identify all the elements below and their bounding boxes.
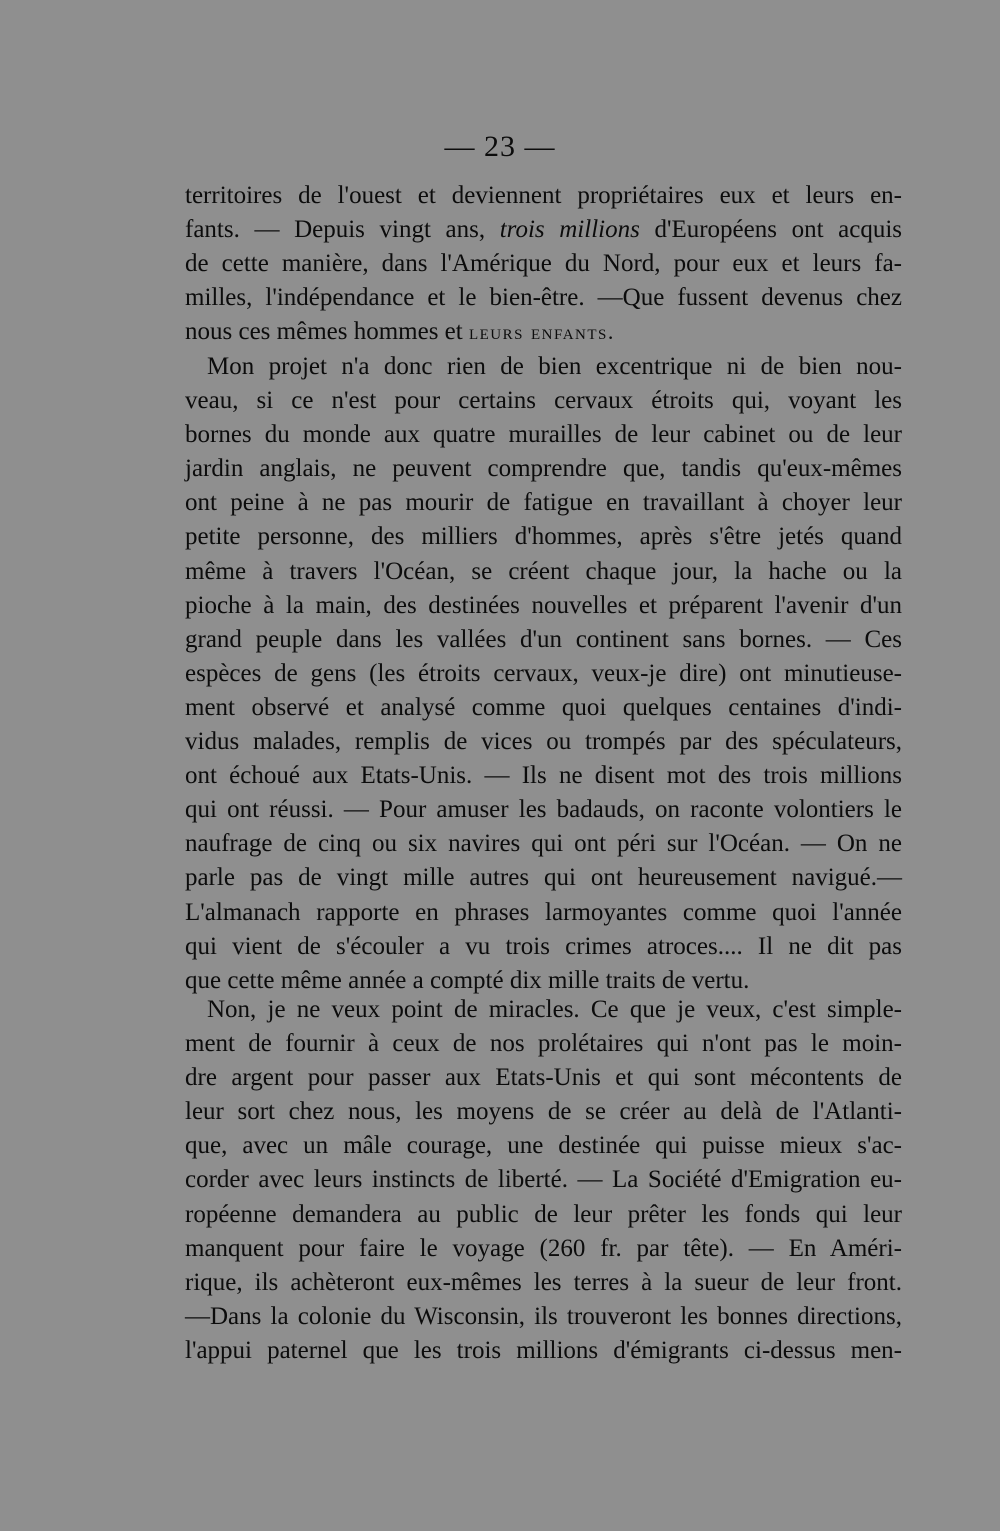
text-line-with-italic: fants. — Depuis vingt ans, trois millions d'Européens ont acquis	[185, 216, 903, 244]
text-line: leur sort chez nous, les moyens de se créer au delà de l'Atlanti-	[185, 1098, 902, 1126]
text-line: dre argent pour passer aux Etats-Unis et qui sont mécontents de	[185, 1064, 902, 1092]
text-line: que cette même année a compté dix mille traits de vertu.	[185, 966, 750, 994]
text-line: manquent pour faire le voyage (260 fr. par tête). — En Améri-	[185, 1234, 902, 1262]
text-line: bornes du monde aux quatre murailles de leur cabinet ou de leur	[185, 421, 902, 449]
text-line: veau, si ce n'est pour certains cervaux étroits qui, voyant les	[185, 387, 902, 415]
text-line: —Dans la colonie du Wisconsin, ils trouveront les bonnes directions,	[185, 1302, 902, 1330]
italic-emphasis: trois millions	[499, 216, 640, 244]
text-line: de cette manière, dans l'Amérique du Nord, pour eux et leurs fa-	[185, 250, 902, 278]
text-line: naufrage de cinq ou six navires qui ont péri sur l'Océan. — On ne	[185, 830, 902, 858]
text-line: qui vient de s'écouler a vu trois crimes atroces.... Il ne dit pas	[185, 932, 902, 960]
text-line: petite personne, des milliers d'hommes, après s'être jetés quand	[185, 523, 902, 551]
paragraph-1	[185, 179, 902, 349]
paragraph-3	[185, 993, 902, 1368]
text-line: ment de fournir à ceux de nos prolétaires qui n'ont pas le moin-	[185, 1030, 902, 1058]
text-line: espèces de gens (les étroits cervaux, veux-je dire) ont minutieuse-	[185, 659, 902, 687]
text-line-with-small-caps: nous ces mêmes hommes et leurs enfants.	[185, 318, 615, 346]
text-line: parle pas de vingt mille autres qui ont heureusement navigué.—	[185, 864, 902, 892]
text-line: l'appui paternel que les trois millions d'émigrants ci-dessus men-	[185, 1336, 902, 1364]
text-line: jardin anglais, ne peuvent comprendre que, tandis qu'eux-mêmes	[185, 455, 902, 483]
text-line: que, avec un mâle courage, une destinée qui puisse mieux s'ac-	[185, 1132, 902, 1160]
text-line: milles, l'indépendance et le bien-être. —Que fussent devenus chez	[185, 284, 902, 312]
text-line: L'almanach rapporte en phrases larmoyantes comme quoi l'année	[185, 898, 902, 926]
text-line: Mon projet n'a donc rien de bien excentrique ni de bien nou-	[207, 353, 902, 380]
text-line: qui ont réussi. — Pour amuser les badauds, on raconte volontiers le	[185, 796, 902, 824]
text-line: Non, je ne veux point de miracles. Ce que je veux, c'est simple-	[207, 996, 902, 1023]
text-line: ont peine à ne pas mourir de fatigue en travaillant à choyer leur	[185, 489, 902, 517]
text-line: ont échoué aux Etats-Unis. — Ils ne disent mot des trois millions	[185, 762, 902, 790]
text-line: grand peuple dans les vallées d'un continent sans bornes. — Ces	[185, 625, 902, 653]
text-line: ropéenne demandera au public de leur prêter les fonds qui leur	[185, 1200, 902, 1228]
text-line: corder avec leurs instincts de liberté. — La Société d'Emigration eu-	[185, 1166, 902, 1194]
text-line: ment observé et analysé comme quoi quelques centaines d'indi-	[185, 693, 902, 721]
text-line: même à travers l'Océan, se créent chaque jour, la hache ou la	[185, 557, 902, 585]
page-number: — 23 —	[444, 130, 556, 163]
text-line: vidus malades, remplis de vices ou trompés par des spéculateurs,	[185, 728, 902, 756]
text-line: territoires de l'ouest et deviennent propriétaires eux et leurs en-	[185, 182, 902, 209]
small-caps-emphasis: leurs enfants.	[468, 319, 615, 345]
text-line: pioche à la main, des destinées nouvelles et préparent l'avenir d'un	[185, 591, 902, 619]
text-line: rique, ils achèteront eux-mêmes les terres à la sueur de leur front.	[185, 1268, 902, 1296]
paragraph-2	[185, 350, 902, 998]
